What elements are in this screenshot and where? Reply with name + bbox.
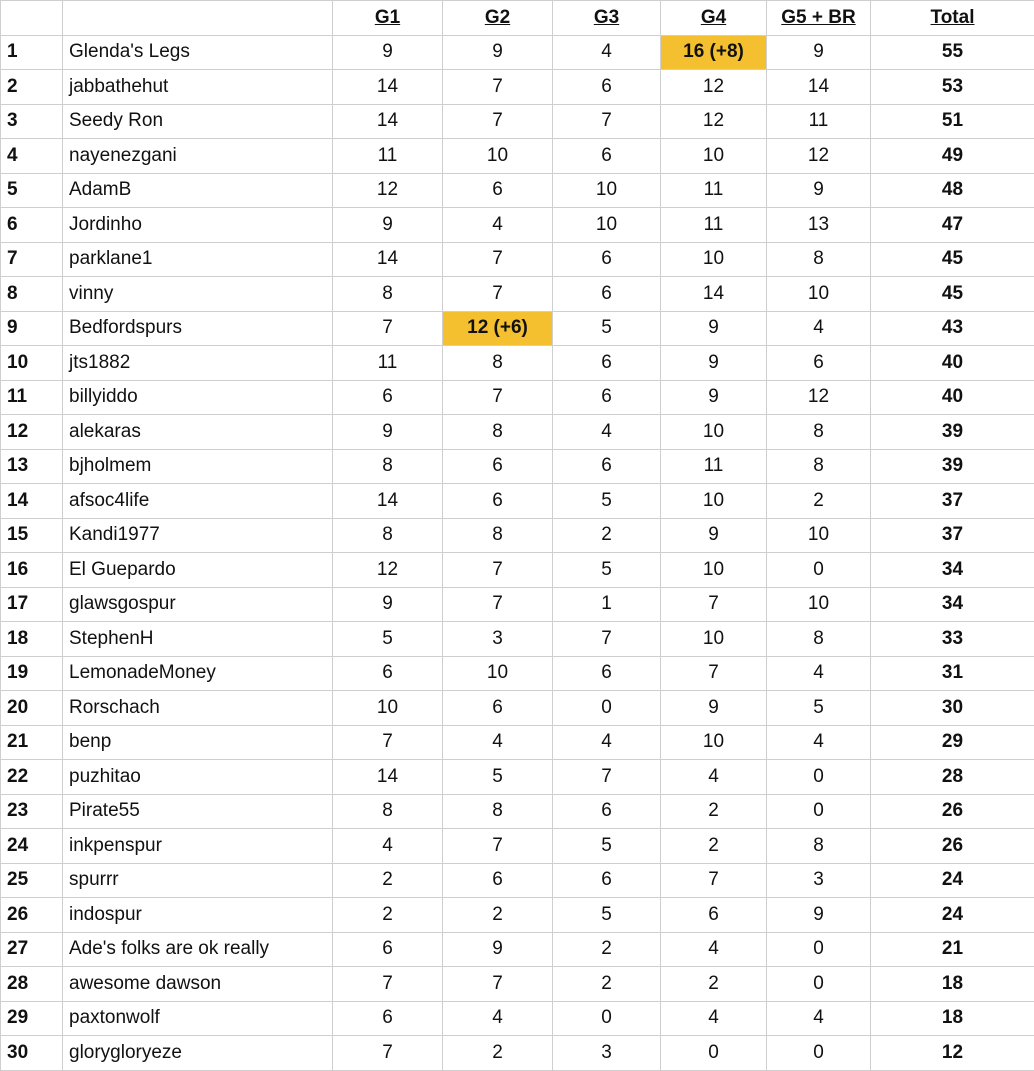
rank-cell: 28 xyxy=(1,967,63,1002)
player-name-cell: puzhitao xyxy=(63,760,333,795)
player-name-cell: Bedfordspurs xyxy=(63,311,333,346)
g2-score-cell: 6 xyxy=(443,691,553,726)
g1-score-cell: 14 xyxy=(333,70,443,105)
g3-score-cell: 2 xyxy=(553,518,661,553)
player-name-cell: nayenezgani xyxy=(63,139,333,174)
g2-score-cell: 2 xyxy=(443,898,553,933)
g4-score-cell: 10 xyxy=(661,622,767,657)
g2-score-cell: 9 xyxy=(443,35,553,70)
g4-score-cell: 11 xyxy=(661,173,767,208)
rank-cell: 16 xyxy=(1,553,63,588)
g2-score-cell: 7 xyxy=(443,242,553,277)
rank-cell: 19 xyxy=(1,656,63,691)
g3-score-cell: 7 xyxy=(553,104,661,139)
highlighted-score-cell: 16 (+8) xyxy=(661,35,767,70)
g5-br-score-cell: 12 xyxy=(767,139,871,174)
g1-score-cell: 14 xyxy=(333,104,443,139)
g1-score-cell: 9 xyxy=(333,35,443,70)
g2-score-cell: 2 xyxy=(443,1036,553,1071)
total-score-cell: 28 xyxy=(871,760,1034,795)
rank-cell: 1 xyxy=(1,35,63,70)
g3-score-cell: 6 xyxy=(553,794,661,829)
g4-score-cell: 0 xyxy=(661,1036,767,1071)
g2-score-cell: 9 xyxy=(443,932,553,967)
g5-br-score-cell: 8 xyxy=(767,829,871,864)
g5-br-score-cell: 9 xyxy=(767,898,871,933)
g4-score-cell: 10 xyxy=(661,242,767,277)
g3-score-cell: 6 xyxy=(553,277,661,312)
g1-score-cell: 9 xyxy=(333,415,443,450)
g2-score-cell: 7 xyxy=(443,587,553,622)
g3-score-cell: 5 xyxy=(553,311,661,346)
rank-cell: 17 xyxy=(1,587,63,622)
total-score-cell: 37 xyxy=(871,518,1034,553)
g5-br-score-cell: 13 xyxy=(767,208,871,243)
g5-br-score-cell: 4 xyxy=(767,725,871,760)
header-g5-br: G5 + BR xyxy=(767,1,871,36)
g2-score-cell: 5 xyxy=(443,760,553,795)
g3-score-cell: 5 xyxy=(553,898,661,933)
total-score-cell: 40 xyxy=(871,380,1034,415)
g4-score-cell: 9 xyxy=(661,380,767,415)
table-row xyxy=(1,1001,1034,1036)
table-row xyxy=(1,311,1034,346)
g2-score-cell: 6 xyxy=(443,173,553,208)
g1-score-cell: 14 xyxy=(333,242,443,277)
table-row xyxy=(1,1036,1034,1071)
table-row xyxy=(1,346,1034,381)
total-score-cell: 39 xyxy=(871,415,1034,450)
g4-score-cell: 9 xyxy=(661,691,767,726)
g2-score-cell: 8 xyxy=(443,518,553,553)
rank-cell: 30 xyxy=(1,1036,63,1071)
player-name-cell: AdamB xyxy=(63,173,333,208)
g5-br-score-cell: 0 xyxy=(767,932,871,967)
g5-br-score-cell: 9 xyxy=(767,35,871,70)
g4-score-cell: 2 xyxy=(661,829,767,864)
g5-br-score-cell: 10 xyxy=(767,518,871,553)
g3-score-cell: 10 xyxy=(553,208,661,243)
g4-score-cell: 4 xyxy=(661,1001,767,1036)
table-row xyxy=(1,35,1034,70)
g2-score-cell: 7 xyxy=(443,553,553,588)
g2-score-cell: 7 xyxy=(443,104,553,139)
g2-score-cell: 4 xyxy=(443,208,553,243)
g3-score-cell: 6 xyxy=(553,139,661,174)
table-row xyxy=(1,794,1034,829)
g4-score-cell: 10 xyxy=(661,415,767,450)
total-score-cell: 39 xyxy=(871,449,1034,484)
total-score-cell: 26 xyxy=(871,829,1034,864)
table-row xyxy=(1,932,1034,967)
player-name-cell: afsoc4life xyxy=(63,484,333,519)
player-name-cell: spurrr xyxy=(63,863,333,898)
g5-br-score-cell: 10 xyxy=(767,277,871,312)
rank-cell: 22 xyxy=(1,760,63,795)
g1-score-cell: 6 xyxy=(333,656,443,691)
g4-score-cell: 7 xyxy=(661,863,767,898)
player-name-cell: El Guepardo xyxy=(63,553,333,588)
g5-br-score-cell: 12 xyxy=(767,380,871,415)
g1-score-cell: 9 xyxy=(333,587,443,622)
table-row xyxy=(1,553,1034,588)
g3-score-cell: 6 xyxy=(553,346,661,381)
rank-cell: 9 xyxy=(1,311,63,346)
g5-br-score-cell: 0 xyxy=(767,553,871,588)
g2-score-cell: 7 xyxy=(443,70,553,105)
table-row xyxy=(1,208,1034,243)
g4-score-cell: 10 xyxy=(661,139,767,174)
player-name-cell: paxtonwolf xyxy=(63,1001,333,1036)
player-name-cell: jts1882 xyxy=(63,346,333,381)
player-name-cell: Seedy Ron xyxy=(63,104,333,139)
g4-score-cell: 12 xyxy=(661,70,767,105)
player-name-cell: parklane1 xyxy=(63,242,333,277)
g1-score-cell: 8 xyxy=(333,794,443,829)
g1-score-cell: 9 xyxy=(333,208,443,243)
g5-br-score-cell: 9 xyxy=(767,173,871,208)
rank-cell: 18 xyxy=(1,622,63,657)
g2-score-cell: 6 xyxy=(443,449,553,484)
rank-cell: 2 xyxy=(1,70,63,105)
total-score-cell: 43 xyxy=(871,311,1034,346)
rank-cell: 27 xyxy=(1,932,63,967)
rank-cell: 6 xyxy=(1,208,63,243)
g2-score-cell: 8 xyxy=(443,346,553,381)
total-score-cell: 12 xyxy=(871,1036,1034,1071)
g2-score-cell: 6 xyxy=(443,863,553,898)
g3-score-cell: 4 xyxy=(553,725,661,760)
g2-score-cell: 7 xyxy=(443,829,553,864)
g1-score-cell: 6 xyxy=(333,932,443,967)
total-score-cell: 31 xyxy=(871,656,1034,691)
g3-score-cell: 5 xyxy=(553,484,661,519)
g2-score-cell: 7 xyxy=(443,967,553,1002)
g4-score-cell: 6 xyxy=(661,898,767,933)
g2-score-cell: 7 xyxy=(443,380,553,415)
table-row xyxy=(1,622,1034,657)
g5-br-score-cell: 10 xyxy=(767,587,871,622)
g4-score-cell: 14 xyxy=(661,277,767,312)
g2-score-cell: 3 xyxy=(443,622,553,657)
g4-score-cell: 10 xyxy=(661,484,767,519)
header-g4: G4 xyxy=(661,1,767,36)
g5-br-score-cell: 4 xyxy=(767,656,871,691)
g1-score-cell: 7 xyxy=(333,725,443,760)
player-name-cell: awesome dawson xyxy=(63,967,333,1002)
g2-score-cell: 4 xyxy=(443,725,553,760)
total-score-cell: 24 xyxy=(871,898,1034,933)
g5-br-score-cell: 0 xyxy=(767,794,871,829)
g4-score-cell: 11 xyxy=(661,208,767,243)
g1-score-cell: 8 xyxy=(333,277,443,312)
header-rank xyxy=(1,1,63,36)
g5-br-score-cell: 6 xyxy=(767,346,871,381)
total-score-cell: 37 xyxy=(871,484,1034,519)
g4-score-cell: 12 xyxy=(661,104,767,139)
player-name-cell: vinny xyxy=(63,277,333,312)
g2-score-cell: 7 xyxy=(443,277,553,312)
g1-score-cell: 7 xyxy=(333,311,443,346)
rank-cell: 24 xyxy=(1,829,63,864)
g1-score-cell: 12 xyxy=(333,173,443,208)
g4-score-cell: 9 xyxy=(661,518,767,553)
g4-score-cell: 10 xyxy=(661,725,767,760)
g1-score-cell: 14 xyxy=(333,484,443,519)
player-name-cell: jabbathehut xyxy=(63,70,333,105)
table-row xyxy=(1,380,1034,415)
g3-score-cell: 3 xyxy=(553,1036,661,1071)
g3-score-cell: 6 xyxy=(553,656,661,691)
g3-score-cell: 2 xyxy=(553,967,661,1002)
total-score-cell: 29 xyxy=(871,725,1034,760)
header-g1: G1 xyxy=(333,1,443,36)
player-name-cell: glawsgospur xyxy=(63,587,333,622)
rank-cell: 15 xyxy=(1,518,63,553)
g3-score-cell: 4 xyxy=(553,415,661,450)
rank-cell: 25 xyxy=(1,863,63,898)
rank-cell: 11 xyxy=(1,380,63,415)
rank-cell: 7 xyxy=(1,242,63,277)
total-score-cell: 33 xyxy=(871,622,1034,657)
g4-score-cell: 7 xyxy=(661,656,767,691)
g5-br-score-cell: 0 xyxy=(767,1036,871,1071)
g1-score-cell: 11 xyxy=(333,139,443,174)
g5-br-score-cell: 4 xyxy=(767,1001,871,1036)
g5-br-score-cell: 11 xyxy=(767,104,871,139)
g3-score-cell: 2 xyxy=(553,932,661,967)
total-score-cell: 34 xyxy=(871,587,1034,622)
g4-score-cell: 9 xyxy=(661,346,767,381)
g5-br-score-cell: 14 xyxy=(767,70,871,105)
total-score-cell: 47 xyxy=(871,208,1034,243)
rank-cell: 10 xyxy=(1,346,63,381)
total-score-cell: 21 xyxy=(871,932,1034,967)
total-score-cell: 45 xyxy=(871,277,1034,312)
player-name-cell: Pirate55 xyxy=(63,794,333,829)
total-score-cell: 45 xyxy=(871,242,1034,277)
g3-score-cell: 5 xyxy=(553,553,661,588)
total-score-cell: 26 xyxy=(871,794,1034,829)
rank-cell: 3 xyxy=(1,104,63,139)
g2-score-cell: 8 xyxy=(443,794,553,829)
g3-score-cell: 6 xyxy=(553,863,661,898)
player-name-cell: Jordinho xyxy=(63,208,333,243)
g4-score-cell: 9 xyxy=(661,311,767,346)
table-row xyxy=(1,518,1034,553)
header-g3: G3 xyxy=(553,1,661,36)
player-name-cell: benp xyxy=(63,725,333,760)
rank-cell: 4 xyxy=(1,139,63,174)
rank-cell: 12 xyxy=(1,415,63,450)
g1-score-cell: 10 xyxy=(333,691,443,726)
player-name-cell: Kandi1977 xyxy=(63,518,333,553)
total-score-cell: 51 xyxy=(871,104,1034,139)
g4-score-cell: 11 xyxy=(661,449,767,484)
g3-score-cell: 4 xyxy=(553,35,661,70)
table-row xyxy=(1,829,1034,864)
g1-score-cell: 14 xyxy=(333,760,443,795)
table-row xyxy=(1,725,1034,760)
total-score-cell: 49 xyxy=(871,139,1034,174)
table-row xyxy=(1,898,1034,933)
g4-score-cell: 7 xyxy=(661,587,767,622)
g2-score-cell: 10 xyxy=(443,139,553,174)
player-name-cell: StephenH xyxy=(63,622,333,657)
g2-score-cell: 10 xyxy=(443,656,553,691)
player-name-cell: Ade's folks are ok really xyxy=(63,932,333,967)
total-score-cell: 55 xyxy=(871,35,1034,70)
player-name-cell: indospur xyxy=(63,898,333,933)
table-row xyxy=(1,449,1034,484)
table-row xyxy=(1,484,1034,519)
player-name-cell: inkpenspur xyxy=(63,829,333,864)
g4-score-cell: 10 xyxy=(661,553,767,588)
g3-score-cell: 1 xyxy=(553,587,661,622)
rank-cell: 26 xyxy=(1,898,63,933)
player-name-cell: bjholmem xyxy=(63,449,333,484)
total-score-cell: 30 xyxy=(871,691,1034,726)
g5-br-score-cell: 8 xyxy=(767,242,871,277)
g1-score-cell: 6 xyxy=(333,380,443,415)
g3-score-cell: 6 xyxy=(553,449,661,484)
g5-br-score-cell: 4 xyxy=(767,311,871,346)
g5-br-score-cell: 0 xyxy=(767,967,871,1002)
header-row xyxy=(1,1,1034,36)
total-score-cell: 24 xyxy=(871,863,1034,898)
table-row xyxy=(1,242,1034,277)
table-row xyxy=(1,173,1034,208)
highlighted-score-cell: 12 (+6) xyxy=(443,311,553,346)
g3-score-cell: 0 xyxy=(553,691,661,726)
table-row xyxy=(1,70,1034,105)
rank-cell: 20 xyxy=(1,691,63,726)
g2-score-cell: 8 xyxy=(443,415,553,450)
table-row xyxy=(1,415,1034,450)
g5-br-score-cell: 8 xyxy=(767,622,871,657)
table-row xyxy=(1,863,1034,898)
player-name-cell: glorygloryeze xyxy=(63,1036,333,1071)
player-name-cell: billyiddo xyxy=(63,380,333,415)
g5-br-score-cell: 0 xyxy=(767,760,871,795)
g1-score-cell: 12 xyxy=(333,553,443,588)
total-score-cell: 40 xyxy=(871,346,1034,381)
g3-score-cell: 10 xyxy=(553,173,661,208)
g5-br-score-cell: 8 xyxy=(767,449,871,484)
g5-br-score-cell: 3 xyxy=(767,863,871,898)
g1-score-cell: 8 xyxy=(333,449,443,484)
g3-score-cell: 6 xyxy=(553,70,661,105)
player-name-cell: LemonadeMoney xyxy=(63,656,333,691)
rank-cell: 23 xyxy=(1,794,63,829)
rank-cell: 13 xyxy=(1,449,63,484)
g4-score-cell: 2 xyxy=(661,794,767,829)
total-score-cell: 53 xyxy=(871,70,1034,105)
table-row xyxy=(1,967,1034,1002)
g4-score-cell: 4 xyxy=(661,932,767,967)
player-name-cell: Glenda's Legs xyxy=(63,35,333,70)
g3-score-cell: 7 xyxy=(553,760,661,795)
g1-score-cell: 2 xyxy=(333,863,443,898)
g4-score-cell: 2 xyxy=(661,967,767,1002)
rank-cell: 14 xyxy=(1,484,63,519)
g1-score-cell: 7 xyxy=(333,1036,443,1071)
g1-score-cell: 11 xyxy=(333,346,443,381)
header-total: Total xyxy=(871,1,1034,36)
g1-score-cell: 6 xyxy=(333,1001,443,1036)
table-row xyxy=(1,587,1034,622)
table-row xyxy=(1,656,1034,691)
g5-br-score-cell: 2 xyxy=(767,484,871,519)
table-row xyxy=(1,139,1034,174)
g1-score-cell: 5 xyxy=(333,622,443,657)
table-row xyxy=(1,104,1034,139)
g1-score-cell: 7 xyxy=(333,967,443,1002)
g5-br-score-cell: 8 xyxy=(767,415,871,450)
player-name-cell: Rorschach xyxy=(63,691,333,726)
table-row xyxy=(1,760,1034,795)
g2-score-cell: 4 xyxy=(443,1001,553,1036)
header-name xyxy=(63,1,333,36)
table-row xyxy=(1,277,1034,312)
g4-score-cell: 4 xyxy=(661,760,767,795)
total-score-cell: 18 xyxy=(871,1001,1034,1036)
total-score-cell: 48 xyxy=(871,173,1034,208)
g1-score-cell: 4 xyxy=(333,829,443,864)
g3-score-cell: 7 xyxy=(553,622,661,657)
g1-score-cell: 8 xyxy=(333,518,443,553)
g3-score-cell: 0 xyxy=(553,1001,661,1036)
g1-score-cell: 2 xyxy=(333,898,443,933)
g5-br-score-cell: 5 xyxy=(767,691,871,726)
total-score-cell: 34 xyxy=(871,553,1034,588)
header-g2: G2 xyxy=(443,1,553,36)
g3-score-cell: 6 xyxy=(553,380,661,415)
rank-cell: 21 xyxy=(1,725,63,760)
total-score-cell: 18 xyxy=(871,967,1034,1002)
g3-score-cell: 6 xyxy=(553,242,661,277)
table-row xyxy=(1,691,1034,726)
g2-score-cell: 6 xyxy=(443,484,553,519)
g3-score-cell: 5 xyxy=(553,829,661,864)
table-body xyxy=(1,35,1034,1070)
rank-cell: 5 xyxy=(1,173,63,208)
player-name-cell: alekaras xyxy=(63,415,333,450)
rank-cell: 8 xyxy=(1,277,63,312)
rank-cell: 29 xyxy=(1,1001,63,1036)
